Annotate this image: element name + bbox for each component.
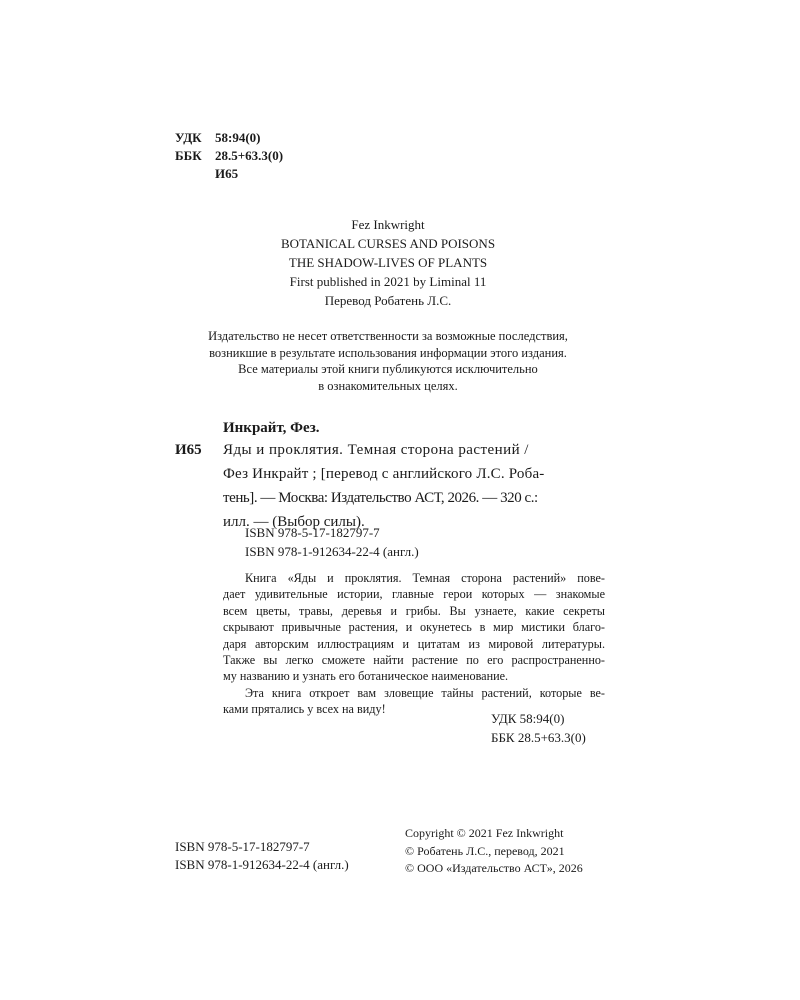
disclaimer-line: в ознакомительных целях. (318, 378, 458, 393)
disclaimer-line: возникшие в результате использования информации этого издания. (209, 345, 567, 360)
card-codes (491, 709, 586, 747)
card-bbk: ББК 28.5+63.3(0) (491, 730, 586, 745)
original-author: Fez Inkwright (351, 217, 425, 232)
card-isbn-block (245, 524, 419, 561)
original-subtitle: THE SHADOW-LIVES OF PLANTS (288, 255, 488, 270)
card-author-heading: Инкрайт, Фез. (223, 420, 320, 436)
bbk-label: ББК (175, 148, 202, 163)
annotation-line: Эта книга откроет вам зловещие тайны растений, которые ве- (245, 685, 605, 700)
disclaimer-line: Издательство не несет ответственности за возможные последствия, (208, 329, 568, 343)
card-code: И65 (175, 442, 202, 458)
disclaimer-line: Все материалы этой книги публикуются исключительно (238, 362, 538, 376)
annotation-line: Также вы легко сможете найти растение по его распространенно- (223, 653, 605, 668)
disclaimer (0, 328, 776, 394)
annotation-line: скрывают привычные растения, и окунетесь в мир мистики благо- (223, 620, 605, 635)
description-line: Яды и проклятия. Темная сторона растений / (223, 442, 529, 458)
description-line: тень]. — Москва: Издательство АСТ, 2026. — 320 с.: (223, 490, 538, 506)
card-description (223, 438, 605, 534)
card-isbn-1: ISBN 978-5-17-182797-7 (245, 525, 380, 540)
copyright-line: © Робатень Л.С., перевод, 2021 (405, 843, 565, 858)
copyright-block (405, 825, 583, 878)
copyright-line: Copyright © 2021 Fez Inkwright (405, 826, 564, 840)
author-sign-row (175, 165, 283, 183)
footer-isbn-2: ISBN 978-1-912634-22-4 (англ.) (175, 857, 349, 872)
original-credits (0, 215, 776, 310)
description-line: Фез Инкрайт ; [перевод с английского Л.С. Роба- (223, 466, 545, 482)
annotation-line: му названию и узнать его ботаническое наименование. (223, 669, 509, 684)
annotation-line: даря авторским иллюстрациям и цитатам из мировой литературы. (223, 636, 605, 651)
translation-credit: Перевод Робатень Л.С. (324, 293, 452, 308)
annotation-line: дает удивительные истории, главные герои которых — знакомые (223, 587, 605, 602)
annotation-line: Книга «Яды и проклятия. Темная сторона растений» пове- (245, 571, 605, 585)
footer-isbn-1: ISBN 978-5-17-182797-7 (175, 839, 310, 854)
annotation-line: всем цветы, травы, деревья и грибы. Вы узнаете, какие секреты (223, 603, 605, 618)
author-sign: И65 (215, 166, 239, 181)
card-udk: УДК 58:94(0) (491, 711, 565, 726)
card-isbn-2: ISBN 978-1-912634-22-4 (англ.) (245, 543, 419, 559)
original-title: BOTANICAL CURSES AND POISONS (280, 236, 496, 251)
classification-block (175, 129, 283, 183)
udk-value: 58:94(0) (215, 130, 261, 145)
annotation-line: ками прятались у всех на виду! (223, 702, 386, 717)
footer-isbn-block (175, 838, 349, 874)
description-line: илл. — (Выбор силы). (223, 514, 365, 530)
udk-label: УДК (175, 130, 202, 145)
copyright-line: © ООО «Издательство АСТ», 2026 (405, 861, 583, 875)
bbk-value: 28.5+63.3(0) (215, 148, 284, 163)
bbk-row (175, 147, 283, 165)
card-annotation (223, 570, 605, 718)
udk-row (175, 129, 283, 147)
original-published: First published in 2021 by Liminal 11 (289, 274, 487, 289)
